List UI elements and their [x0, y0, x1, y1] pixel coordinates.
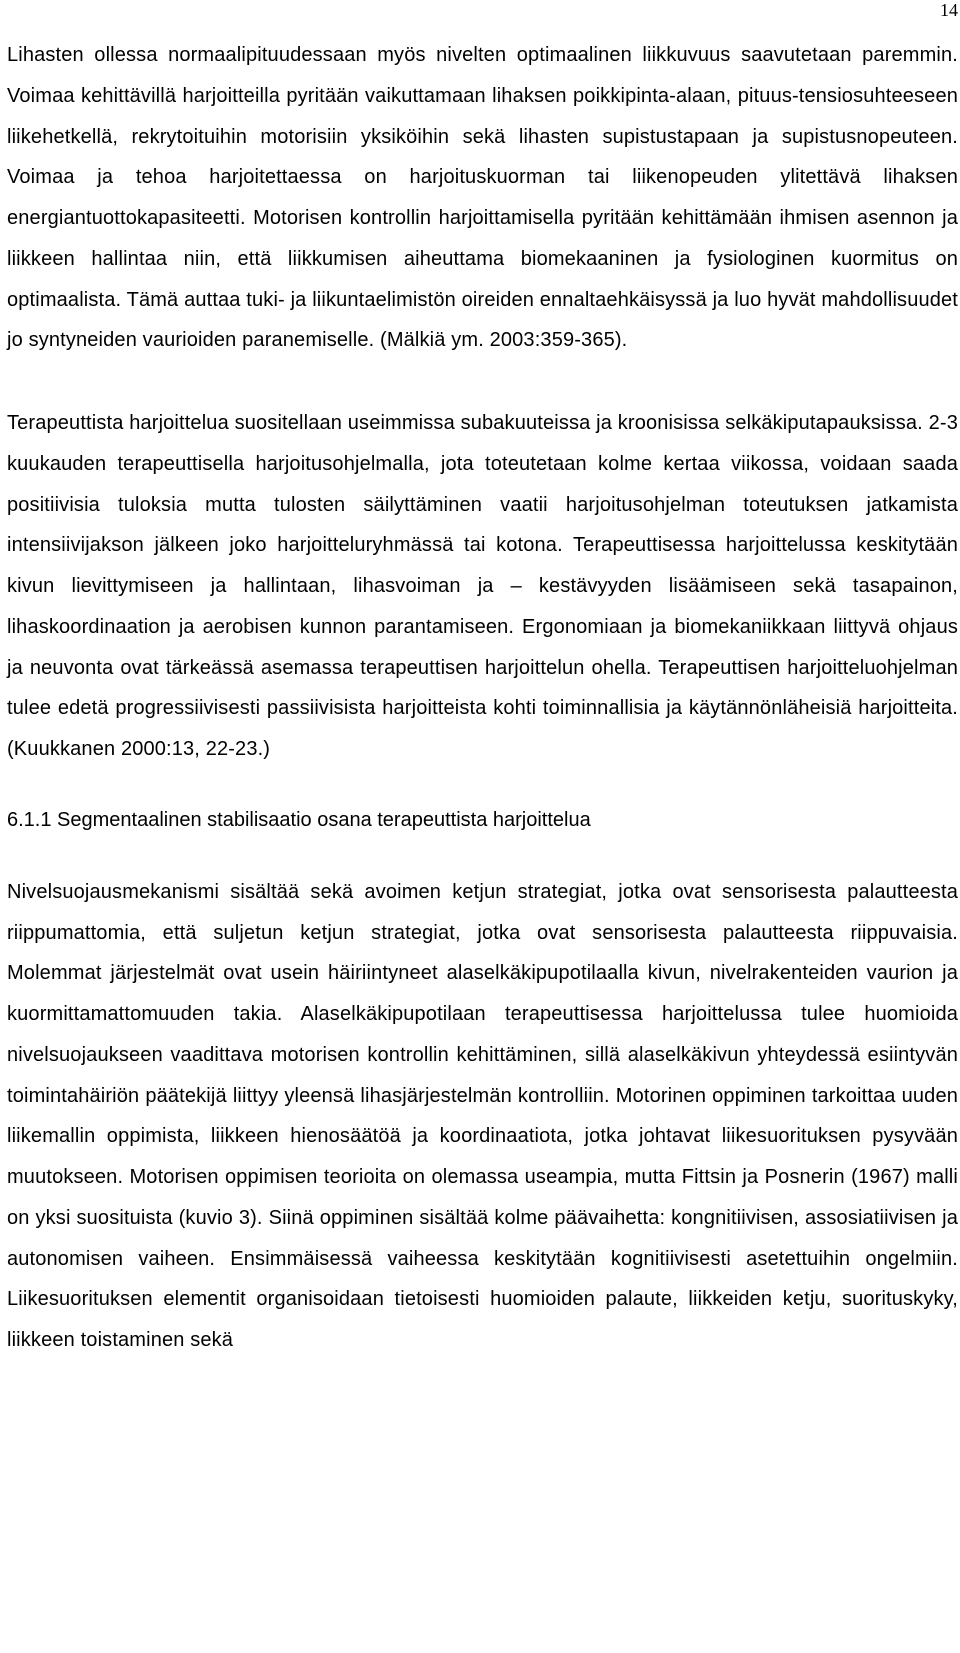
document-body: [7, 35, 958, 1361]
page-number: 14: [940, 0, 958, 20]
paragraph-therapeutic-exercise: Terapeuttista harjoittelua suositellaan useimmissa subakuuteissa ja kroonisissa selkäkiputapauksissa. 2-3 kuukauden terapeuttisella harjoitusohjelmalla, jota toteutetaan kolme kertaa viikossa, voidaan saada positiivisia tuloksia mutta tulosten säilyttäminen vaatii harjoitusohjelman toteutuksen jatkamista intensiivijakson jälkeen joko harjoitteluryhmässä tai kotona. Terapeuttisessa harjoittelussa keskitytään kivun lievittymiseen ja hallintaan, lihasvoiman ja – kestävyyden lisäämiseen sekä tasapainon, lihaskoordinaation ja aerobisen kunnon parantamiseen. Ergonomiaan ja biomekaniikkaan liittyvä ohjaus ja neuvonta ovat tärkeässä asemassa terapeuttisen harjoittelun ohella. Terapeuttisen harjoitteluohjelman tulee edetä progressiivisesti passiivisista harjoitteista kohti toiminnallisia ja käytännönläheisiä harjoitteita. (Kuukkanen 2000:13, 22-23.): [7, 412, 958, 760]
paragraph-joint-protection: Nivelsuojausmekanismi sisältää sekä avoimen ketjun strategiat, jotka ovat sensorisesta palautteesta riippumattomia, että suljetun ketjun strategiat, jotka ovat sensorisesta palautteesta riippuvaisia. Molemmat järjestelmät ovat usein häiriintyneet alaselkäkipupotilaalla kivun, nivelrakenteiden vaurion ja kuormittamattomuuden takia. Alaselkäkipupotilaan terapeuttisessa harjoittelussa tulee huomioida nivelsuojaukseen vaadittava motorisen kontrollin kehittäminen, sillä alaselkäkivun yhteydessä esiintyvän toimintahäiriön päätekijä liittyy yleensä lihasjärjestelmän kontrolliin. Motorinen oppiminen tarkoittaa uuden liikemallin oppimista, liikkeen hienosäätöä ja koordinaatiota, jotka johtavat liikesuorituksen pysyvään muutokseen. Motorisen oppimisen teorioita on olemassa useampia, mutta Fittsin ja Posnerin (1967) malli on yksi suosituista (kuvio 3). Siinä oppiminen sisältää kolme päävaihetta: kongnitiivisen, assosiatiivisen ja autonomisen vaiheen. Ensimmäisessä vaiheessa keskitytään kognitiivisesti asetettuihin ongelmiin. Liikesuorituksen elementit organisoidaan tietoisesti huomioiden palaute, liikkeiden ketju, suorituskyky, liikkeen toistaminen sekä: [7, 880, 958, 1351]
paragraph-muscle-training: Lihasten ollessa normaalipituudessaan myös nivelten optimaalinen liikkuvuus saavutetaan paremmin. Voimaa kehittävillä harjoitteilla pyritään vaikuttamaan lihaksen poikkipinta-alaan, pituus-tensiosuhteeseen liikehetkellä, rekrytoituihin motorisiin yksiköihin sekä lihasten supistustapaan ja supistusnopeuteen. Voimaa ja tehoa harjoitettaessa on harjoituskuorman tai liikenopeuden ylitettävä lihaksen energiantuottokapasiteetti. Motorisen kontrollin harjoittamisella pyritään kehittämään ihmisen asennon ja liikkeen hallintaa niin, että liikkumisen aiheuttama biomekaaninen ja fysiologinen kuormitus on optimaalista. Tämä auttaa tuki- ja liikuntaelimistön oireiden ennaltaehkäisyssä ja luo hyvät mahdollisuudet jo syntyneiden vaurioiden paranemiselle. (Mälkiä ym. 2003:359-365).: [7, 44, 958, 352]
section-heading: 6.1.1 Segmentaalinen stabilisaatio osana terapeuttista harjoittelua: [7, 808, 591, 831]
